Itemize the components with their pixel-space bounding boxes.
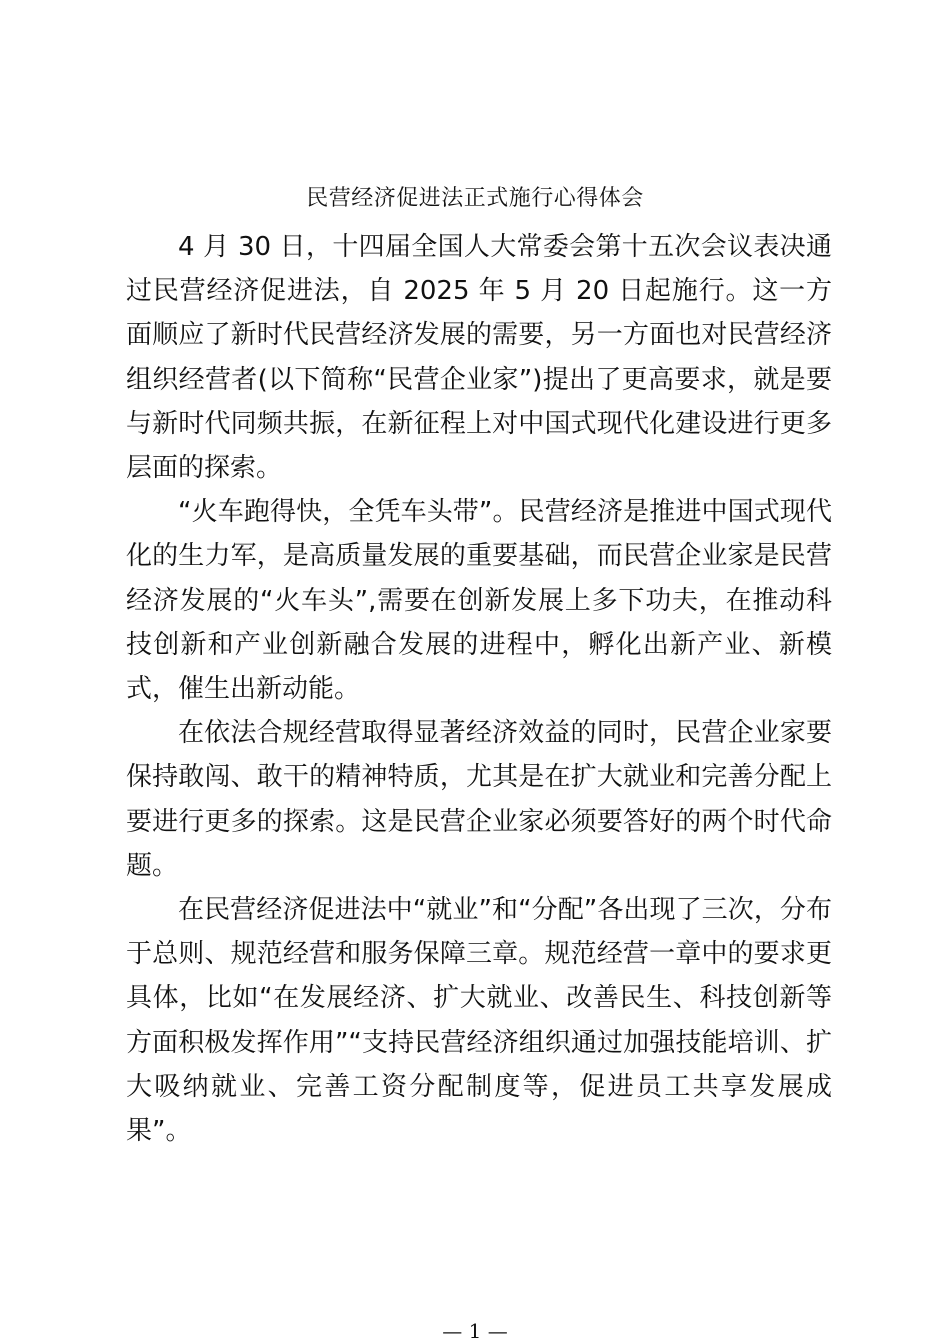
paragraph-1: 4 月 30 日，十四届全国人大常委会第十五次会议表决通过民营经济促进法，自 2025 年 5 月 20 日起施行。这一方面顺应了新时代民营经济发展的需要，另一方面也对民营经济组织经营者(以下简称“民营企业家”)提出了更高要求，就是要与新时代同频共振，在新征程上对中国式现代化建设进行更多层面的探索。 bbox=[126, 232, 832, 484]
document-title: 民营经济促进法正式施行心得体会 bbox=[306, 186, 644, 211]
page-number: — 1 — bbox=[442, 1319, 508, 1343]
paragraph-3: 在依法合规经营取得显著经济效益的同时，民营企业家要保持敢闯、敢干的精神特质，尤其是在扩大就业和完善分配上要进行更多的探索。这是民营企业家必须要答好的两个时代命题。 bbox=[126, 718, 832, 881]
document-body bbox=[126, 225, 832, 1153]
paragraph-2: “火车跑得快，全凭车头带”。民营经济是推进中国式现代化的生力军，是高质量发展的重要基础，而民营企业家是民营经济发展的“火车头”,需要在创新发展上多下功夫，在推动科技创新和产业创新融合发展的进程中，孵化出新产业、新模式，催生出新动能。 bbox=[126, 497, 832, 705]
paragraph-4: 在民营经济促进法中“就业”和“分配”各出现了三次，分布于总则、规范经营和服务保障三章。规范经营一章中的要求更具体，比如“在发展经济、扩大就业、改善民生、科技创新等方面积极发挥作用”“支持民营经济组织通过加强技能培训、扩大吸纳就业、完善工资分配制度等，促进员工共享发展成果”。 bbox=[126, 895, 832, 1147]
